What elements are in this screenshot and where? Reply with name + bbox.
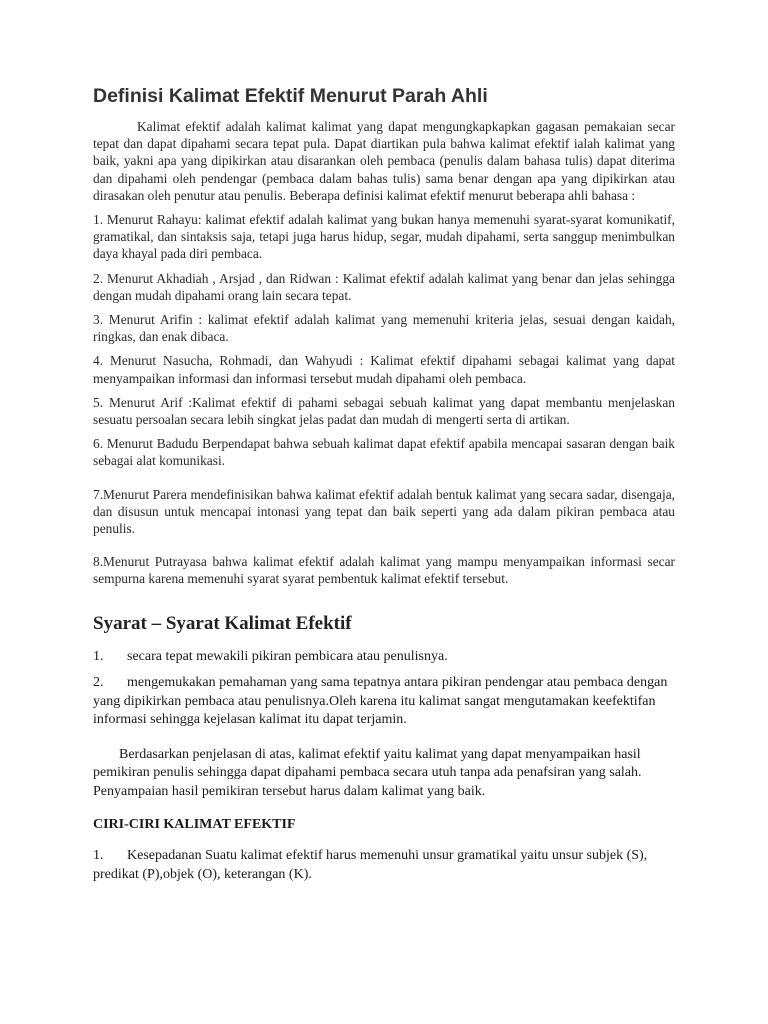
syarat-number: 1. [93,648,104,664]
syarat-item [93,674,675,730]
definition-item: 3. Menurut Arifin : kalimat efektif adalah kalimat yang memenuhi kriteria jelas, sesuai dengan kaidah, ringkas, dan enak dibaca. [93,312,675,345]
definition-item: 8.Menurut Putrayasa bahwa kalimat efektif adalah kalimat yang mampu menyampaikan informasi secar sempurna karena memenuhi syarat syarat pembentuk kalimat efektif tersebut. [93,554,675,587]
definition-item: 5. Menurut Arif :Kalimat efektif di pahami sebagai sebuah kalimat yang dapat membantu menjelaskan sesuatu persoalan secara lebih singkat jelas padat dan mudah di mengerti serta di artikan. [93,394,675,428]
syarat-number: 2. [93,675,104,691]
intro-paragraph: Kalimat efektif adalah kalimat kalimat yang dapat mengungkapkapkan gagasan pemakaian secar tepat dan dapat dipahami secara tepat pula. Dapat diartikan pula bahwa kalimat efektif ialah kalimat yang baik, yakni apa yang dipikirkan atau disarankan oleh pembaca (penulis dalam bahasa tulis) dapat diterima dan dipahami oleh pendengar (pembaca dalam bahas tulis) sama benar dengan apa yang dipikirkan atau dirasakan oleh penutur atau penulis. Beberapa definisi kalimat efektif menurut beberapa ahli bahasa : [93,119,675,203]
ciri-number: 1. [93,848,104,864]
document-page [93,84,675,892]
ciri-item [93,847,675,884]
syarat-text: mengemukakan pemahaman yang sama tepatnya antara pikiran pendengar atau pembaca dengan yang dipikirkan pembaca atau penulisnya.Oleh karena itu kalimat sangat mengutamakan keefektifan informasi sehingga kejelasan kalimat itu dapat terjamin. [93,675,668,728]
ciri-text: Kesepadanan Suatu kalimat efektif harus memenuhi unsur gramatikal yaitu unsur subjek (S), predikat (P),objek (O), keterangan (K). [93,848,648,882]
syarat-item [93,648,675,667]
syarat-text: secara tepat mewakili pikiran pembicara atau penulisnya. [127,648,448,664]
definition-item: 1. Menurut Rahayu: kalimat efektif adalah kalimat yang bukan hanya memenuhi syarat-syarat komunikatif, gramatikal, dan sintaksis saja, tetapi juga harus hidup, segar, mudah dipahami, serta sanggup menimbulkan daya khayal pada diri pembaca. [93,212,675,262]
syarat-heading: Syarat – Syarat Kalimat Efektif [93,612,352,634]
ciri-heading: CIRI-CIRI KALIMAT EFEKTIF [93,817,296,833]
definition-item: 2. Menurut Akhadiah , Arsjad , dan Ridwan : Kalimat efektif adalah kalimat yang benar dan jelas sehingga dengan mudah dipahami orang lain secara tepat. [93,270,675,303]
page-title: Definisi Kalimat Efektif Menurut Parah Ahli [93,85,488,107]
conclusion-paragraph: Berdasarkan penjelasan di atas, kalimat efektif yaitu kalimat yang dapat menyampaikan hasil pemikiran penulis sehingga dapat dipahami pembaca secara utuh tanpa ada penafsiran yang salah. Penyampaian hasil pemikiran tersebut harus dalam kalimat yang baik. [93,746,642,799]
definition-item: 6. Menurut Badudu Berpendapat bahwa sebuah kalimat dapat efektif apabila mencapai sasaran dengan baik sebagai alat komunikasi. [93,436,675,469]
definition-item: 7.Menurut Parera mendefinisikan bahwa kalimat efektif adalah bentuk kalimat yang secara sadar, disengaja, dan disusun untuk mencapai intonasi yang tepat dan baik seperti yang ada dalam pikiran pembaca atau penulis. [93,486,675,537]
definition-item: 4. Menurut Nasucha, Rohmadi, dan Wahyudi : Kalimat efektif dipahami sebagai kalimat yang dapat menyampaikan informasi dan informasi tersebut mudah dipahami oleh pembaca. [93,353,675,386]
